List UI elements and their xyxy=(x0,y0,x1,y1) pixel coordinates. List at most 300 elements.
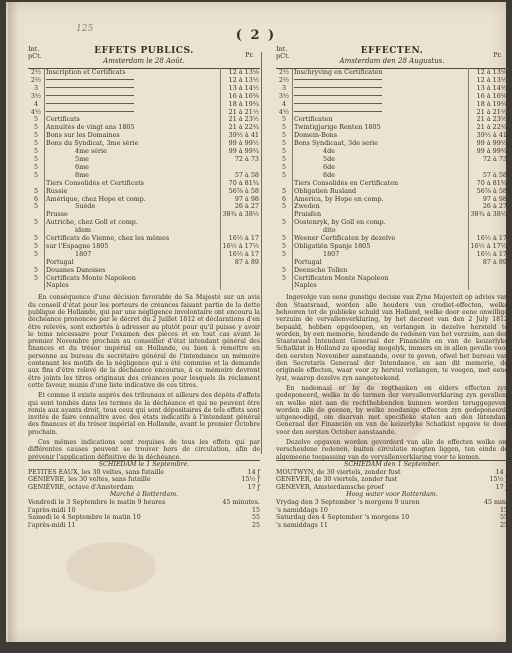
line-label: 's namiddags 10 xyxy=(276,506,328,514)
quote-row xyxy=(28,251,260,259)
newspaper-page xyxy=(6,2,506,642)
quote-row xyxy=(28,219,260,227)
price-line xyxy=(28,484,260,492)
ditto-dash xyxy=(294,87,382,88)
price: 39½ à 41 xyxy=(469,132,508,140)
security-name: dito xyxy=(323,227,336,235)
security-name: Obligatien Rusland xyxy=(294,187,357,195)
price xyxy=(221,219,260,227)
security-name: Bons sur les Domaines xyxy=(46,132,120,140)
notice-paragraph: Ingevolge van eene gunstige decisie van Zyne Majesteit op advies van den Staatsraad, worden alle houders van crediet-effecten, welke behooren tot de publieke schuld van Holland, welke door eene onwillige verzuim de vervallenverklaring, by het decreet van den 2 July 1812 bepaald, hebben opgeloopen, en verlangen in dezelve hersteld te worden, by een memorie, houdende de redenen van het verzuim, aan den Staatsraad Intendant Generaal der Financiën en van de keizerlyke Schatkist in Holland zo spoedig mogelyk, immers en in allen gevalle voor den eersten November aanstaande, over te geven, ofwel het bureau van den Secretaris Generaal der Intendance, en aan dit memorie, de originele effecten, waar voor zy herstel verlangen, te voegen, met eene lyst, waarop dezelve zyn aangeteekend. xyxy=(276,294,508,382)
interest-rate: 5 xyxy=(276,132,293,140)
price xyxy=(469,164,508,172)
price xyxy=(469,227,508,235)
ditto-dash xyxy=(294,79,382,80)
price: 70 à 81¾ xyxy=(469,180,508,188)
line-value: 15 xyxy=(251,506,260,514)
interest-rate xyxy=(28,259,45,267)
line-value: 14 ƒ xyxy=(247,468,260,476)
interest-rate: 5 xyxy=(276,124,293,132)
price xyxy=(221,275,260,283)
price: 97 à 98 xyxy=(469,196,508,204)
ditto-dash xyxy=(46,95,134,96)
interest-rate: 3½ xyxy=(28,93,45,101)
quote-row xyxy=(276,156,508,164)
interest-rate: 5 xyxy=(28,148,45,156)
quote-row xyxy=(28,69,260,77)
quote-row xyxy=(28,124,260,132)
security-name: 1807 xyxy=(323,250,340,258)
column-divider xyxy=(261,52,262,454)
security-name: Certificaten Monte Napoleon xyxy=(294,274,389,282)
line-label: Samedi le 4 Septembre le matin 10 xyxy=(28,514,141,522)
security-name: Autriche, chez Goll et comp. xyxy=(46,219,138,227)
price: 21 à 21½ xyxy=(221,109,260,117)
line-value: 15 xyxy=(499,506,508,514)
price-line xyxy=(276,476,508,484)
quote-row xyxy=(276,172,508,180)
line-label: MOUTWYN, de 30 viertels, zonder fust xyxy=(276,468,401,476)
ditto-dash xyxy=(46,79,134,80)
security-name: Domein-Bons xyxy=(294,132,338,140)
price: 56⅞ à 58 xyxy=(221,188,260,196)
price xyxy=(469,267,508,275)
interest-rate: 5 xyxy=(276,235,293,243)
quote-row xyxy=(276,211,508,219)
price-header: Pr. xyxy=(245,51,254,59)
quote-row xyxy=(28,259,260,267)
notice-paragraph: En nademaal er by de regtbanken en elders effecten zyn gedeponeerd, welke in de termen der vervallenverklaring zyn gevallen, en welke niet aan de rechthebbenden kunnen worden teruggegeven, worden alle de geenen, by welke zoodanige effecten zyn gedeponeerd, uitgenoodigd, om daarvan met specifieke staten aan den Intendant Generaal der Financiën en van de keizerlyke Schatkist opgave te doen voor den eersten October aanstaande. xyxy=(276,384,508,436)
interest-rate: 5 xyxy=(28,275,45,283)
security-name: 4de xyxy=(323,148,335,156)
interest-rate: 5 xyxy=(28,203,45,211)
price xyxy=(221,164,260,172)
bottom-right xyxy=(276,460,508,529)
ditto-dash xyxy=(46,103,134,104)
security-name: Naples xyxy=(46,282,69,290)
interest-rate xyxy=(276,227,293,235)
security-name: Prusse xyxy=(46,211,68,219)
quote-row xyxy=(28,101,260,109)
price: 13 à 14½ xyxy=(221,85,260,93)
security-name: Bons Syndicaat, 3de serie xyxy=(294,140,378,148)
price: 12 à 13⅛ xyxy=(221,69,260,77)
price: 56⅞ à 58 xyxy=(469,188,508,196)
quotes-table xyxy=(28,68,260,290)
price xyxy=(469,219,508,227)
price: 21 à 23½ xyxy=(221,116,260,124)
price: 16½ à 17½ xyxy=(222,242,259,250)
quote-row xyxy=(28,275,260,283)
ditto-dash xyxy=(46,87,134,88)
quote-row xyxy=(28,203,260,211)
price: 87 à 89 xyxy=(221,259,260,267)
quote-row xyxy=(276,116,508,124)
price xyxy=(221,267,260,275)
price: 21 à 22¾ xyxy=(469,124,508,132)
interest-rate: 2½ xyxy=(276,77,293,85)
price-line xyxy=(276,499,508,507)
price: 21 à 22¾ xyxy=(221,124,260,132)
security-name: sur l'Espagne 1805 xyxy=(46,242,109,250)
quote-row xyxy=(276,109,508,117)
schiedam-head: SCHIEDAM le 1 Septembre. xyxy=(28,460,260,469)
security-name: Obligatiën Spanje 1805 xyxy=(294,242,371,250)
interest-rate: 6 xyxy=(28,196,45,204)
interest-rate: 5 xyxy=(28,116,45,124)
quote-row xyxy=(28,243,260,251)
quote-row xyxy=(276,196,508,204)
security-name: idem xyxy=(75,227,91,235)
price xyxy=(469,275,508,283)
security-name: 8me xyxy=(75,171,89,179)
bottom-left xyxy=(28,460,260,529)
line-label: GENIÈVRE, les 30 veltes, sans futaille xyxy=(28,476,151,484)
price: 87 à 89 xyxy=(469,259,508,267)
line-label: GENEVER, de 30 viertels, zonder fust xyxy=(276,476,398,484)
int-header: Int. pCt. xyxy=(28,45,42,60)
ditto-dash xyxy=(294,111,382,112)
security-name: Naples xyxy=(294,282,317,290)
security-name: Twintigjarige Renten 1805 xyxy=(294,124,381,132)
interest-rate: 5 xyxy=(276,140,293,148)
interest-rate: 3 xyxy=(28,85,45,93)
interest-rate: 5 xyxy=(276,275,293,283)
price: 70 à 81¾ xyxy=(221,180,260,188)
interest-rate xyxy=(28,180,45,188)
security-name xyxy=(293,109,469,117)
security-name xyxy=(293,77,469,85)
interest-rate: 5 xyxy=(28,156,45,164)
line-label: GENEVER, Amsterdamsche proef xyxy=(276,483,384,491)
interest-rate: 5 xyxy=(28,235,45,243)
quote-row xyxy=(28,164,260,172)
quote-row xyxy=(276,140,508,148)
price-line xyxy=(28,507,260,515)
price: 38¾ à 38½ xyxy=(470,211,507,219)
interest-rate: 5 xyxy=(28,251,45,259)
interest-rate xyxy=(276,282,293,290)
security-name: Certificats xyxy=(46,116,80,124)
price: 26 à 27 xyxy=(469,203,508,211)
security-name: Pruisfen xyxy=(294,211,322,219)
interest-rate: 4 xyxy=(28,101,45,109)
quote-row xyxy=(276,101,508,109)
price xyxy=(221,227,260,235)
quote-row xyxy=(276,267,508,275)
price: 57 à 58 xyxy=(469,172,508,180)
handwritten-page-mark: 125 xyxy=(76,24,94,34)
interest-rate: 5 xyxy=(28,132,45,140)
line-value: 15½ ƒ xyxy=(489,476,508,484)
int-header: Int. pCt. xyxy=(276,45,290,60)
security-name: Amérique, chez Hope et comp. xyxy=(46,195,146,203)
security-name xyxy=(293,85,469,93)
quote-row xyxy=(28,196,260,204)
interest-rate: 5 xyxy=(276,219,293,227)
security-name: Russie xyxy=(46,187,68,195)
ditto-dash xyxy=(294,103,382,104)
interest-rate xyxy=(276,259,293,267)
security-name: Inscription et Certificats xyxy=(46,68,126,76)
security-name: Certificaten xyxy=(294,116,333,124)
interest-rate: 5 xyxy=(276,156,293,164)
quote-row xyxy=(28,93,260,101)
security-name xyxy=(45,85,221,93)
security-name: Bons du Syndicat, 3me série xyxy=(46,140,139,148)
price-line xyxy=(28,514,260,522)
price: 99 à 99½ xyxy=(221,140,260,148)
price: 18 à 19¾ xyxy=(221,101,260,109)
price: 72 à 73 xyxy=(221,156,260,164)
price: 26 à 27 xyxy=(221,203,260,211)
line-label: l'après-midi 10 xyxy=(28,506,76,514)
quote-row xyxy=(28,211,260,219)
interest-rate: 3 xyxy=(276,85,293,93)
interest-rate: 5 xyxy=(28,219,45,227)
interest-rate: 2½ xyxy=(276,69,293,77)
security-name: 6me xyxy=(75,163,89,171)
price: 16½ à 17 xyxy=(469,251,508,259)
price-line xyxy=(28,499,260,507)
security-name: Weener Certificaten by dezelve xyxy=(294,235,396,243)
quotes-table xyxy=(276,68,508,290)
price: 39½ à 41 xyxy=(221,132,260,140)
quote-row xyxy=(276,203,508,211)
quote-row xyxy=(28,267,260,275)
schiedam-head: SCHIEDAM den 1 September. xyxy=(276,460,508,469)
quote-row xyxy=(276,77,508,85)
interest-rate: 5 xyxy=(276,148,293,156)
interest-rate: 2½ xyxy=(28,69,45,77)
security-name: Portugal xyxy=(294,258,322,266)
price: 16½ à 17½ xyxy=(470,242,507,250)
ditto-dash xyxy=(46,111,134,112)
line-label: GENIÈVRE, octave d'Amsterdam xyxy=(28,483,134,491)
quote-row xyxy=(28,282,260,290)
line-label: l'après-midi 11 xyxy=(28,521,76,529)
price: 16 à 16⅝ xyxy=(221,93,260,101)
interest-rate: 5 xyxy=(276,164,293,172)
interest-rate: 5 xyxy=(28,140,45,148)
security-name: 4me série xyxy=(75,148,107,156)
security-name: America, by Hope en comp. xyxy=(294,195,384,203)
notice-paragraph: Dezelve opgaven worden gevorderd van alle de effecten welke om verscheidene redenen, buiten circulatie mogten liggen, ten einde de algemeene toepassing van de vervallenverklaring voor te komen. xyxy=(276,439,508,461)
interest-rate xyxy=(28,282,45,290)
quote-row xyxy=(276,219,508,227)
quote-row xyxy=(276,85,508,93)
interest-rate: 4 xyxy=(276,101,293,109)
security-name: Douanes Danoises xyxy=(46,266,106,274)
security-name: 8de xyxy=(323,171,335,179)
interest-rate: 5 xyxy=(28,267,45,275)
interest-rate: 5 xyxy=(28,172,45,180)
price: 18 à 19¾ xyxy=(469,101,508,109)
line-value: 25 xyxy=(499,521,508,529)
security-name: Suède xyxy=(75,203,96,211)
quote-row xyxy=(28,188,260,196)
line-label: Saturdag den 4 September 's morgens 10 xyxy=(276,514,410,522)
quote-row xyxy=(28,109,260,117)
quote-row xyxy=(276,132,508,140)
line-value: 45 min. xyxy=(483,498,508,506)
quote-row xyxy=(28,180,260,188)
column-title: EFFETS PUBLICS. xyxy=(94,46,194,56)
security-name: 1807 xyxy=(75,250,92,258)
line-value: 17 ƒ xyxy=(495,483,508,491)
line-label: 's namiddags 11 xyxy=(276,521,328,529)
price: 12 à 13½ xyxy=(469,77,508,85)
right-column-dutch xyxy=(276,46,508,464)
price xyxy=(221,282,260,290)
quote-row xyxy=(28,85,260,93)
quote-row xyxy=(276,124,508,132)
line-label: Vrydag den 3 September 's morgens 9 uuren xyxy=(276,498,420,506)
quote-row xyxy=(276,251,508,259)
security-name: Certificats de Vienne, chez les mêmes xyxy=(46,235,170,243)
security-name xyxy=(45,101,221,109)
quote-row xyxy=(276,227,508,235)
page-fold-shadow xyxy=(8,2,18,642)
quote-row xyxy=(276,259,508,267)
notice-text xyxy=(276,294,508,461)
security-name: 5me xyxy=(75,155,89,163)
price: 16½ à 17 xyxy=(221,235,260,243)
interest-rate xyxy=(28,211,45,219)
line-value: 15½ ƒ xyxy=(241,476,260,484)
security-name xyxy=(293,101,469,109)
security-name: Certificats Monte Napoleon xyxy=(46,274,136,282)
line-value: 17 ƒ xyxy=(247,483,260,491)
price-line xyxy=(276,507,508,515)
price: 12 à 13½ xyxy=(221,77,260,85)
notice-paragraph: Et comme il existe auprès des tribunaux et ailleurs des dépôts d'effets qui sont tombés dans les termes de la déchéance et qui ne peuvent être remis aux ayants droit, tous ceux qui sont dépositaires de tels effets sont invités de faire connaître avec des états indicatifs à l'intendant général des finances et du trésor impérial en Hollande, avant le premier Octobre prochain. xyxy=(28,392,260,436)
line-label: PETITES EAUX, les 30 veltes, sans futaille xyxy=(28,468,165,476)
quote-row xyxy=(276,243,508,251)
interest-rate: 2½ xyxy=(28,77,45,85)
security-name: 5de xyxy=(323,155,335,163)
interest-rate: 3½ xyxy=(276,93,293,101)
quote-row xyxy=(276,235,508,243)
column-subtitle: Amsterdam den 28 Augustus. xyxy=(339,57,445,65)
quote-row xyxy=(28,235,260,243)
line-value: 14 ƒ xyxy=(495,468,508,476)
line-value: 55 xyxy=(251,514,260,522)
quote-row xyxy=(28,116,260,124)
interest-rate: 5 xyxy=(276,203,293,211)
interest-rate: 5 xyxy=(276,116,293,124)
security-name: Oostenryk, by Goll en comp. xyxy=(294,219,386,227)
interest-rate xyxy=(276,211,293,219)
security-name: 6de xyxy=(323,163,335,171)
quote-row xyxy=(276,275,508,283)
quote-row xyxy=(276,188,508,196)
price: 16 à 16⅝ xyxy=(469,93,508,101)
price: 16½ à 17 xyxy=(221,251,260,259)
price-line xyxy=(276,514,508,522)
security-name xyxy=(293,93,469,101)
price: 99 à 99½ xyxy=(469,140,508,148)
price-line xyxy=(28,476,260,484)
tide-head: Hoog water voor Rotterdam. xyxy=(346,491,438,499)
notice-paragraph: En conséquence d'une décision favorable de Sa Majesté sur un avis du conseil d'état pour les porteurs de créances faisant partie de la dette publique de Hollande, qui par une négligence involontaire ont encouru la déchéance prononcée par le décret du 2 Juillet 1812 et déclarations d'en être relevés, sont exhortés à adresser au plutôt pour qu'il puisse y avoir le tems nécessaire pour l'examen des pièces et en tout cas avant le premier Novembre prochain au conseiller d'état intendant général des finances et du trésor impérial en Hollande, ou bien à remettre en personne au bureau du secrétaire général de l'intendance un mémoire contenant les motifs de la négligence qui a été commise et la demande aux fins d'être relevé de la déchéance encourue, à ce mémoire devront être joints les titres originaux des créances pour lesquels ils réclament cette faveur, munis d'une liste indicative de ces titres. xyxy=(28,294,260,389)
price: 72 à 73 xyxy=(469,156,508,164)
price: 99 à 99¾ xyxy=(221,148,260,156)
interest-rate: 5 xyxy=(28,124,45,132)
left-column-french xyxy=(28,46,260,464)
security-name xyxy=(45,77,221,85)
paper-stain xyxy=(66,542,156,592)
security-name: Annuités de vingt ans 1805 xyxy=(46,124,135,132)
price: 12 à 13⅛ xyxy=(469,69,508,77)
security-name: Deensche Tollen xyxy=(294,266,348,274)
interest-rate: 6 xyxy=(276,196,293,204)
price: 13 à 14½ xyxy=(469,85,508,93)
price-line xyxy=(28,522,260,530)
quote-row xyxy=(28,132,260,140)
interest-rate: 5 xyxy=(276,267,293,275)
price: 21 à 21½ xyxy=(469,109,508,117)
line-label: Vendredi le 3 Septembre le matin 9 heures xyxy=(28,498,166,506)
notice-text xyxy=(28,294,260,461)
price: 38¾ à 38½ xyxy=(222,211,259,219)
interest-rate: 5 xyxy=(276,188,293,196)
quote-row xyxy=(276,69,508,77)
notice-paragraph: Ces mêmes indications sont requises de tous les effets qui par différentes causes peuvent se trouver hors de circulation, afin de prévenir l'application définitive de la déchéance. xyxy=(28,439,260,461)
security-name: Portugal xyxy=(46,258,74,266)
security-name: Tiers Consolidés en Certificaten xyxy=(294,179,399,187)
interest-rate: 5 xyxy=(28,243,45,251)
line-value: 55 xyxy=(499,514,508,522)
price-header: Pr. xyxy=(493,51,502,59)
price xyxy=(469,282,508,290)
price: 21 à 23½ xyxy=(469,116,508,124)
interest-rate: 4½ xyxy=(276,109,293,117)
quote-row xyxy=(28,156,260,164)
quote-row xyxy=(28,148,260,156)
interest-rate: 5 xyxy=(28,164,45,172)
interest-rate: 5 xyxy=(276,172,293,180)
interest-rate: 4½ xyxy=(28,109,45,117)
interest-rate: 5 xyxy=(28,188,45,196)
quote-row xyxy=(28,140,260,148)
interest-rate xyxy=(276,180,293,188)
market-head: Marché à Rotterdam. xyxy=(109,491,179,499)
quote-row xyxy=(276,180,508,188)
security-name: Zweden xyxy=(294,203,320,211)
ditto-dash xyxy=(294,95,382,96)
quote-row xyxy=(28,77,260,85)
security-name: Tiers Consolidés et Certificats xyxy=(46,179,144,187)
price-line xyxy=(276,522,508,530)
price: 97 à 98 xyxy=(221,196,260,204)
security-name xyxy=(45,109,221,117)
quote-row xyxy=(28,227,260,235)
quote-row xyxy=(276,148,508,156)
column-subtitle: Amsterdam le 28 Août. xyxy=(103,57,185,65)
column-title: EFFECTEN. xyxy=(360,46,424,56)
security-name: Inschryving en Certificaten xyxy=(294,68,383,76)
price: 16½ à 17 xyxy=(469,235,508,243)
interest-rate: 5 xyxy=(276,243,293,251)
quote-row xyxy=(276,164,508,172)
price-line xyxy=(276,469,508,477)
line-value: 45 minutes. xyxy=(222,498,260,506)
line-value: 25 xyxy=(251,521,260,529)
quote-row xyxy=(276,93,508,101)
price: 99 à 99¾ xyxy=(469,148,508,156)
quote-row xyxy=(28,172,260,180)
